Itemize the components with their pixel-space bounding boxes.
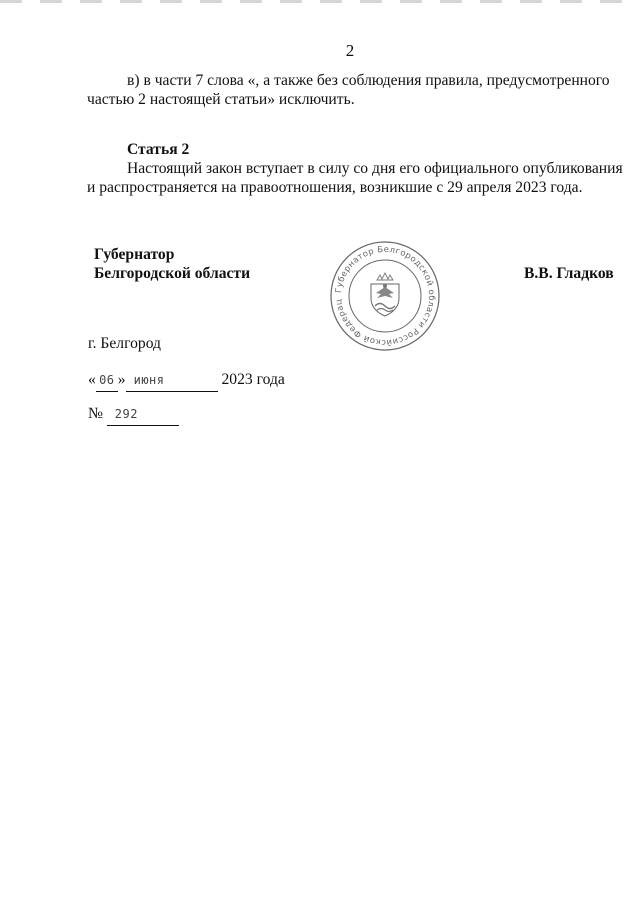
date-year: 2023 года (221, 371, 285, 388)
signatory-name: В.В. Гладков (524, 265, 614, 282)
signatory-title-line-1: Губернатор (94, 246, 175, 263)
signing-date (88, 369, 285, 392)
paragraph-1-line-2: частью 2 настоящей статьи» исключить. (87, 91, 355, 108)
date-open-quote: « (88, 371, 96, 388)
official-seal (329, 240, 441, 352)
document-number (88, 403, 179, 426)
svg-text:Губернатор Белгородской област: Губернатор Белгородской области Российской Федерац (333, 243, 438, 349)
page-number: 2 (345, 41, 355, 60)
number-label: № (88, 405, 103, 422)
place-of-signing: г. Белгород (88, 335, 161, 352)
signatory-title-line-2: Белгородской области (94, 265, 251, 282)
seal-emblem-icon (329, 240, 441, 352)
paragraph-1-line-1: в) в части 7 слова «, а также без соблюдения правила, предусмотренного (127, 72, 610, 89)
paragraph-2-line-1: Настоящий закон вступает в силу со дня его официального опубликования (127, 160, 623, 177)
date-month: июня (126, 370, 218, 392)
date-day: 06 (96, 370, 118, 392)
paragraph-2-line-2: и распространяется на правоотношения, возникшие с 29 апреля 2023 года. (87, 179, 583, 196)
date-close-quote: » (117, 371, 126, 388)
scan-edge-marks (0, 0, 640, 3)
article-heading: Статья 2 (127, 141, 190, 158)
number-value: 292 (107, 404, 179, 426)
